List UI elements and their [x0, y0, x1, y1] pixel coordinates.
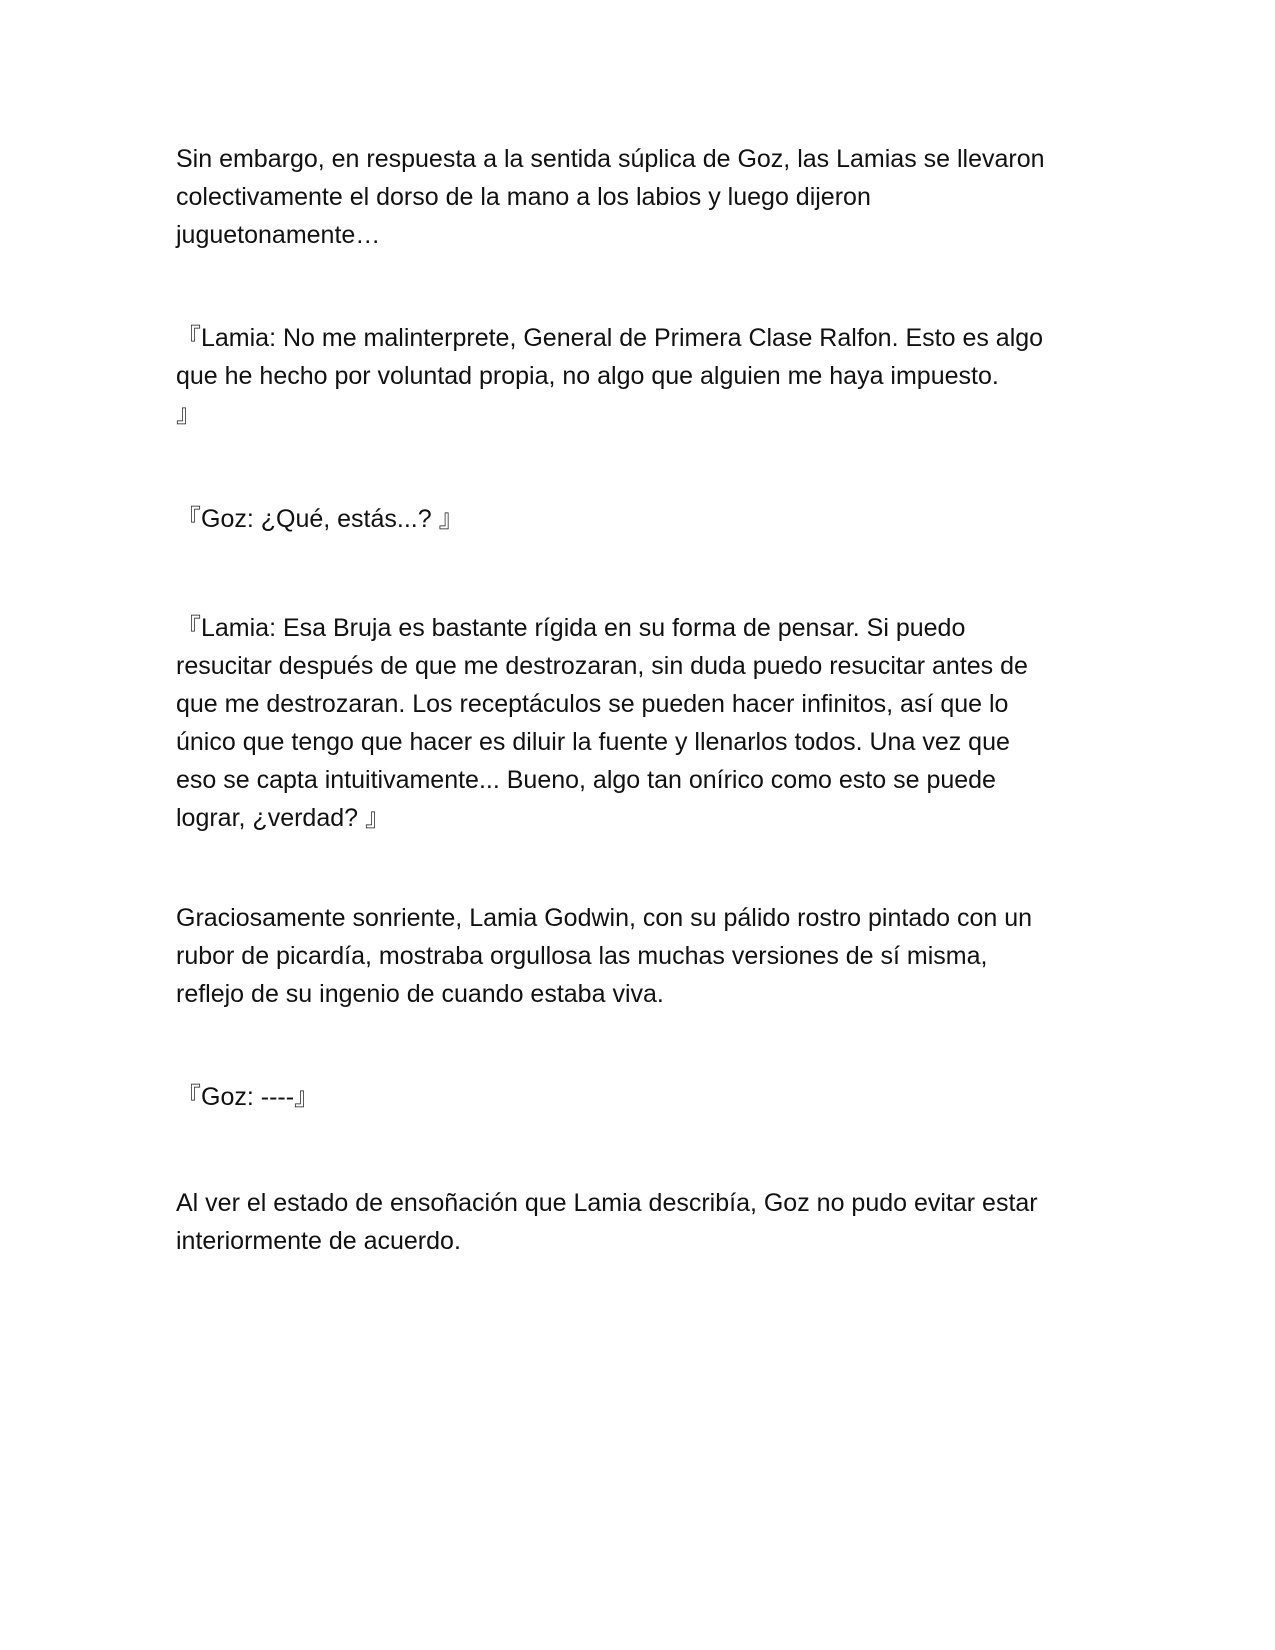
text-line: lograr, ¿verdad? 』 [176, 804, 390, 832]
paragraph-2 [176, 319, 1096, 433]
paragraph-4 [176, 609, 1096, 837]
text-line: Sin embargo, en respuesta a la sentida súplica de Goz, las Lamias se llevaron [176, 145, 1045, 173]
text-line: 『Goz: ¿Qué, estás...? 』 [176, 505, 464, 533]
text-line: 』 [176, 400, 202, 428]
paragraph-7 [176, 1184, 1096, 1260]
text-line: resucitar después de que me destrozaran, sin duda puedo resucitar antes de [176, 652, 1028, 680]
text-line: Al ver el estado de ensoñación que Lamia describía, Goz no pudo evitar estar [176, 1189, 1038, 1217]
text-line: que me destrozaran. Los receptáculos se pueden hacer infinitos, así que lo [176, 690, 1009, 718]
text-line: que he hecho por voluntad propia, no algo que alguien me haya impuesto. [176, 362, 999, 390]
text-line: juguetonamente… [176, 221, 381, 249]
text-line: reflejo de su ingenio de cuando estaba viva. [176, 980, 664, 1008]
text-line: 『Goz: ----』 [176, 1083, 320, 1111]
paragraph-1 [176, 140, 1096, 254]
text-line: único que tengo que hacer es diluir la fuente y llenarlos todos. Una vez que [176, 728, 1010, 756]
paragraph-6 [176, 1078, 1096, 1116]
text-line: eso se capta intuitivamente... Bueno, algo tan onírico como esto se puede [176, 766, 996, 794]
paragraph-5 [176, 899, 1096, 1013]
text-line: 『Lamia: No me malinterprete, General de Primera Clase Ralfon. Esto es algo [176, 324, 1044, 352]
paragraph-3 [176, 500, 1096, 538]
text-line: rubor de picardía, mostraba orgullosa las muchas versiones de sí misma, [176, 942, 988, 970]
text-line: 『Lamia: Esa Bruja es bastante rígida en su forma de pensar. Si puedo [176, 614, 966, 642]
text-line: Graciosamente sonriente, Lamia Godwin, con su pálido rostro pintado con un [176, 904, 1033, 932]
text-line: colectivamente el dorso de la mano a los labios y luego dijeron [176, 183, 871, 211]
text-line: interiormente de acuerdo. [176, 1227, 461, 1255]
